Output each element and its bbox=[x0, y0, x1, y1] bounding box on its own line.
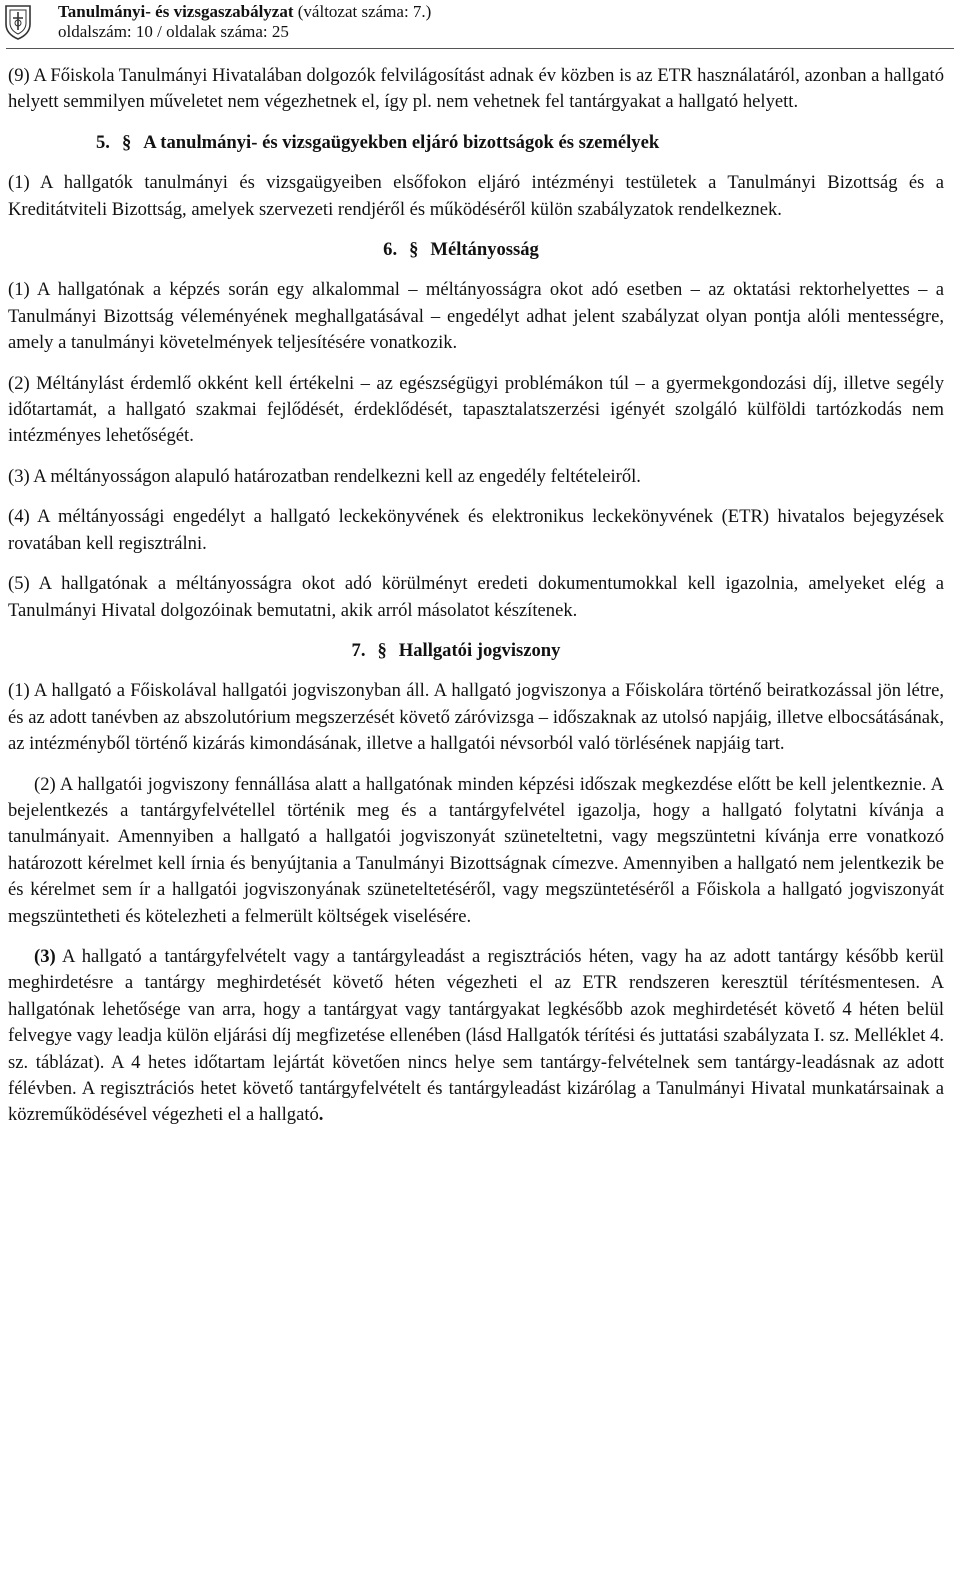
section-sign: § bbox=[377, 639, 387, 661]
header-divider bbox=[6, 48, 954, 49]
paragraph: (1) A hallgatók tanulmányi és vizsgaügyeiben elsőfokon eljáró intézményi testületek a Tanulmányi Bizottság és a Kreditátviteli Bizottság, amelyek szervezeti rendjéről és működéséről külön szabályzatok rendelkeznek. bbox=[8, 172, 944, 220]
section-sign: § bbox=[409, 239, 419, 261]
paragraph: (2) A hallgatói jogviszony fennállása alatt a hallgatónak minden képzési időszak megkezdése előtt be kell jelentkeznie. A bejelentkezés a tantárgyfelvétellel történik meg és a tantárgyfelvétel igazolja, hogy a hallgató folytatni kívánja a tanulmányait. Amennyiben a hallgató a hallgatói jogviszonyát szüneteltetni, vagy megszüntetni kívánja erre vonatkozó határozott kérelmet kell írnia és benyújtania a Tanulmányi Bizottságnak címezve. Amennyiben a hallgató nem jelentkezik be és kérelmet sem ír a hallgatói jogviszonyának szüneteltetéséről, vagy megszüntetéséről a Főiskola a hallgató jogviszonyát megszüntetheti és kötelezheti a felmerült költségek viselésére. bbox=[8, 773, 944, 927]
paragraph bbox=[8, 944, 944, 1129]
paragraph-text: A hallgató a tantárgyfelvételt vagy a tantárgyleadást a regisztrációs héten, vagy ha az adott tantárgy később kerül meghirdetésre a tantárgy meghirdetését követő héten végezheti el az ETR rendszeren keresztül térítésmentesen. A hallgatónak lehetősége van arra, hogy a tantárgyat vagy tantárgyakat legkésőbb azok meghirdetését követő 4 héten belül felvegye vagy leadja külön eljárási díj megfizetése ellenében (lásd Hallgatók térítési és juttatási szabályzata I. sz. Melléklet 4. sz. táblázat). A 4 hetes időtartam lejártát követően nincs helye sem tantárgy-felvételnek sem tantárgy-leadásnak az adott félévben. A regisztrációs hetet követő tantárgyfelvételt és tantárgyleadást kizárólag a Tanulmányi Hivatal munkatársainak a közreműködésével végezheti el a hallgató bbox=[8, 945, 944, 1126]
section-number: 5. bbox=[96, 131, 110, 153]
paragraph: (1) A hallgató a Főiskolával hallgatói jogviszonyban áll. A hallgató jogviszonya a Főiskolára történő beiratkozással jön létre, és az adott tanévben az abszolutórium megszerzését követő záróvizsga – időszaknak az utolsó napjáig, illetve elbocsátásának, az intézményből történő kizárás kimondásának, illetve a hallgatói névsorból való törlésének napjáig tart. bbox=[8, 680, 944, 755]
paragraph: (9) A Főiskola Tanulmányi Hivatalában dolgozók felvilágosítást adnak év közben is az ETR használatáról, azonban a hallgató helyett semmilyen műveletet nem végezhetnek el, így pl. nem vehetnek fel tantárgyakat a hallgató helyett. bbox=[8, 65, 944, 113]
section-heading bbox=[8, 638, 944, 664]
section-heading bbox=[8, 130, 944, 156]
section-title-text: Méltányosság bbox=[430, 239, 539, 261]
document-title bbox=[58, 2, 431, 22]
paragraph: (3) A méltányosságon alapuló határozatban rendelkezni kell az engedély feltételeiről. bbox=[8, 465, 641, 487]
document-version: (változat száma: 7.) bbox=[293, 2, 432, 21]
page-number-info: oldalszám: 10 / oldalak száma: 25 bbox=[58, 22, 289, 41]
section-heading bbox=[8, 237, 944, 263]
institution-crest-icon bbox=[4, 4, 32, 40]
paragraph-number: (3) bbox=[34, 945, 56, 967]
section-title-text: Hallgatói jogviszony bbox=[398, 639, 561, 661]
paragraph: (1) A hallgatónak a képzés során egy alkalommal – méltányosságra okot adó esetben – az oktatási rektorhelyettes – a Tanulmányi Bizottság véleményének meghallgatásával – engedélyt adhat jelent szabályzat olyan pontja alóli mentességre, amely a tanulmányi követelmények teljesítésére vonatkozik. bbox=[8, 279, 944, 354]
document-body bbox=[8, 63, 944, 1143]
section-number: 7. bbox=[351, 639, 366, 661]
document-title-bold: Tanulmányi- és vizsgaszabályzat bbox=[58, 2, 294, 21]
paragraph: (4) A méltányossági engedélyt a hallgató leckekönyvének és elektronikus leckekönyvének (ETR) hivatalos bejegyzések rovatában kell regisztrálni. bbox=[8, 506, 944, 554]
paragraph: (2) Méltánylást érdemlő okként kell értékelni – az egészségügyi problémákon túl – a gyermekgondozási díj, illetve segély időtartamát, a hallgató szakmai fejlődését, érdeklődését, tapasztalatszerzési igényét szolgáló külföldi tartózkodás nem intézményes lehetőségét. bbox=[8, 372, 944, 447]
section-sign: § bbox=[121, 131, 132, 153]
page-header bbox=[0, 0, 960, 44]
paragraph-end-mark: . bbox=[318, 1104, 324, 1126]
paragraph: (5) A hallgatónak a méltányosságra okot adó körülményt eredeti dokumentumokkal kell igazolnia, amelyeket elég a Tanulmányi Hivatal dolgozóinak bemutatni, akik arról másolatot készítenek. bbox=[8, 573, 944, 621]
section-number: 6. bbox=[383, 239, 398, 261]
section-title-text: A tanulmányi- és vizsgaügyekben eljáró bizottságok és személyek bbox=[143, 131, 660, 153]
